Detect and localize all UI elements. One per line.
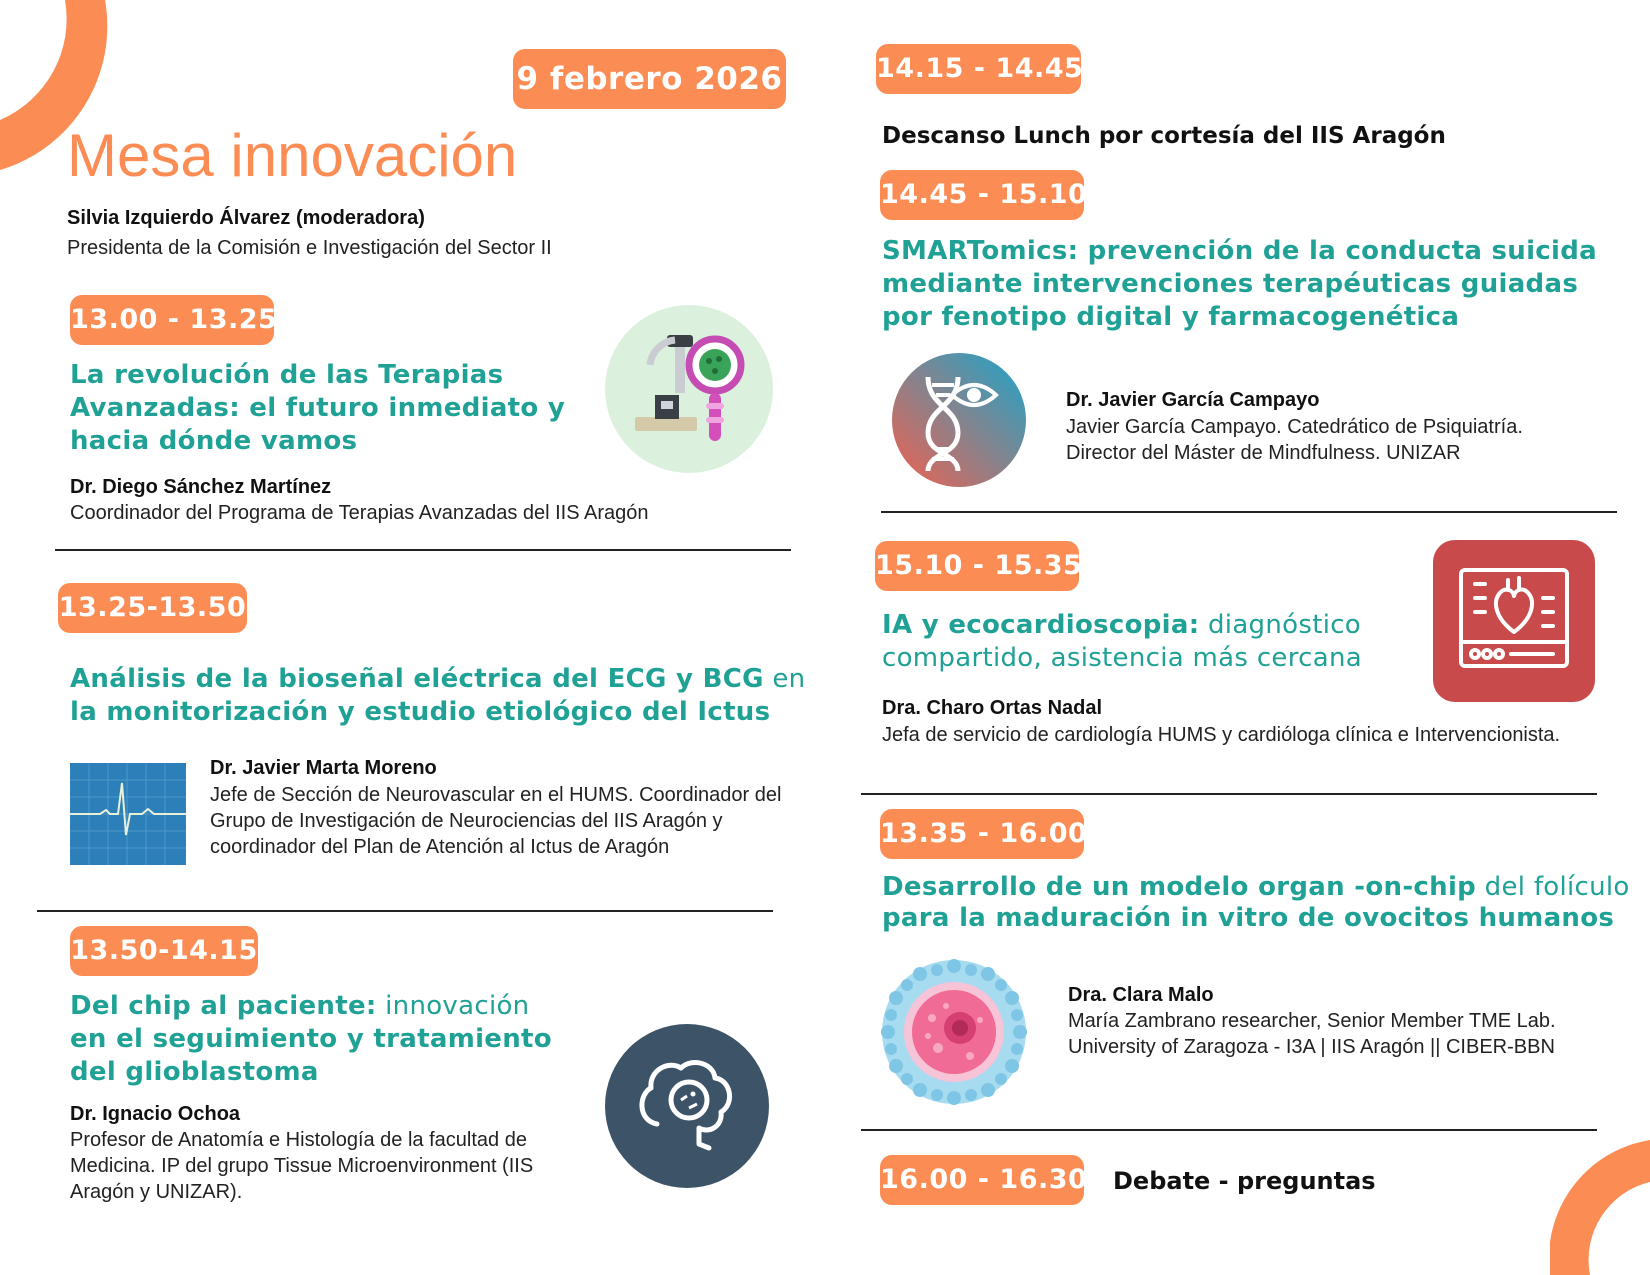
time-badge-s7: 13.35 - 16.00: [880, 809, 1084, 859]
session-title-s6: [882, 609, 1422, 675]
date-badge: 9 febrero 2026: [513, 49, 786, 109]
heart-monitor-icon: [1433, 540, 1595, 702]
speaker-desc-s6: Jefa de servicio de cardiología HUMS y cardióloga clínica e Intervencionista.: [882, 724, 1561, 746]
divider: [37, 910, 773, 912]
session-title-s3-normal: innovación: [376, 991, 530, 1021]
session-title-s3: [70, 990, 570, 1089]
session-title-s5-text: SMARTomics: prevención de la conducta suicida mediante intervenciones terapéuticas guiadas por fenotipo digital y farmacogenética: [882, 236, 1597, 332]
session-title-s4: Descanso Lunch por cortesía del IIS Aragón: [882, 123, 1446, 149]
speaker-name-s7: Dra. Clara Malo: [1068, 984, 1214, 1006]
speaker-desc-s7-line1: María Zambrano researcher, Senior Member TME Lab.: [1068, 1010, 1556, 1032]
session-title-s7-bold-2: para la maduración in vitro de ovocitos humanos: [882, 903, 1615, 933]
time-badge-s5: 14.45 - 15.10: [880, 170, 1084, 220]
session-title-s1: [70, 359, 570, 458]
speaker-name-s1: Dr. Diego Sánchez Martínez: [70, 476, 332, 498]
session-title-s3-bold: Del chip al paciente:: [70, 991, 377, 1021]
session-title-s5: [882, 235, 1622, 334]
microscope-icon: [605, 305, 773, 473]
speaker-desc-s7-line2: University of Zaragoza - I3A | IIS Aragón || CIBER-BBN: [1068, 1036, 1555, 1058]
session-title-s2-bold: Análisis de la bioseñal eléctrica del ECG y BCG: [70, 664, 764, 694]
time-badge-s4: 14.15 - 14.45: [876, 44, 1081, 94]
dna-eye-icon: [892, 353, 1026, 487]
time-badge-s8: 16.00 - 16.30: [880, 1155, 1084, 1205]
speaker-desc-s5: Javier García Campayo. Catedrático de Psiquiatría. Director del Máster de Mindfulness. UNIZAR: [1066, 416, 1523, 464]
divider: [861, 1129, 1597, 1131]
session-title-s6-normal: diagnóstico compartido, asistencia más cercana: [882, 610, 1362, 673]
moderator-role: Presidenta de la Comisión e Investigación del Sector II: [67, 237, 552, 259]
page-title: Mesa innovación: [67, 122, 518, 189]
divider: [861, 793, 1597, 795]
time-badge-s6: 15.10 - 15.35: [875, 541, 1079, 591]
ecg-monitor-icon: [70, 763, 186, 865]
speaker-desc-s2: Jefe de Sección de Neurovascular en el HUMS. Coordinador del Grupo de Investigación de Neurociencias del IIS Aragón y coordinador del Plan de Atención al Ictus de Aragón: [210, 784, 782, 858]
corner-arc-bottom-right: [1550, 1140, 1650, 1275]
oocyte-icon: [880, 958, 1028, 1106]
session-title-s8: Debate - preguntas: [1113, 1167, 1376, 1195]
session-title-s7-bold: Desarrollo de un modelo organ -on-chip: [882, 872, 1477, 902]
session-title-s1-text: La revolución de las Terapias Avanzadas: el futuro inmediato y hacia dónde vamos: [70, 360, 566, 456]
session-title-s2-normal: en: [763, 664, 806, 694]
divider: [881, 511, 1617, 513]
speaker-name-s2: Dr. Javier Marta Moreno: [210, 757, 437, 779]
session-title-s2: [70, 663, 820, 729]
session-title-s2-bold-2: la monitorización y estudio etiológico del Ictus: [70, 697, 771, 727]
session-title-s7: [882, 872, 1632, 934]
time-badge-s1: 13.00 - 13.25: [70, 295, 274, 345]
time-badge-s2: 13.25-13.50: [58, 583, 247, 633]
moderator-name: Silvia Izquierdo Álvarez (moderadora): [67, 207, 425, 229]
session-title-s7-normal: del folículo: [1476, 872, 1630, 902]
session-title-s3-bold-2: en el seguimiento y tratamiento del glioblastoma: [70, 1024, 552, 1087]
speaker-desc-s3: Profesor de Anatomía e Histología de la facultad de Medicina. IP del grupo Tissue Microenvironment (IIS Aragón y UNIZAR).: [70, 1129, 534, 1203]
speaker-name-s3: Dr. Ignacio Ochoa: [70, 1103, 241, 1125]
brain-icon: [605, 1024, 769, 1188]
divider: [55, 549, 791, 551]
session-title-s6-bold: IA y ecocardioscopia:: [882, 610, 1200, 640]
speaker-desc-s1: Coordinador del Programa de Terapias Avanzadas del IIS Aragón: [70, 502, 649, 524]
time-badge-s3: 13.50-14.15: [70, 926, 258, 976]
speaker-name-s5: Dr. Javier García Campayo: [1066, 389, 1320, 411]
speaker-name-s6: Dra. Charo Ortas Nadal: [882, 697, 1103, 719]
